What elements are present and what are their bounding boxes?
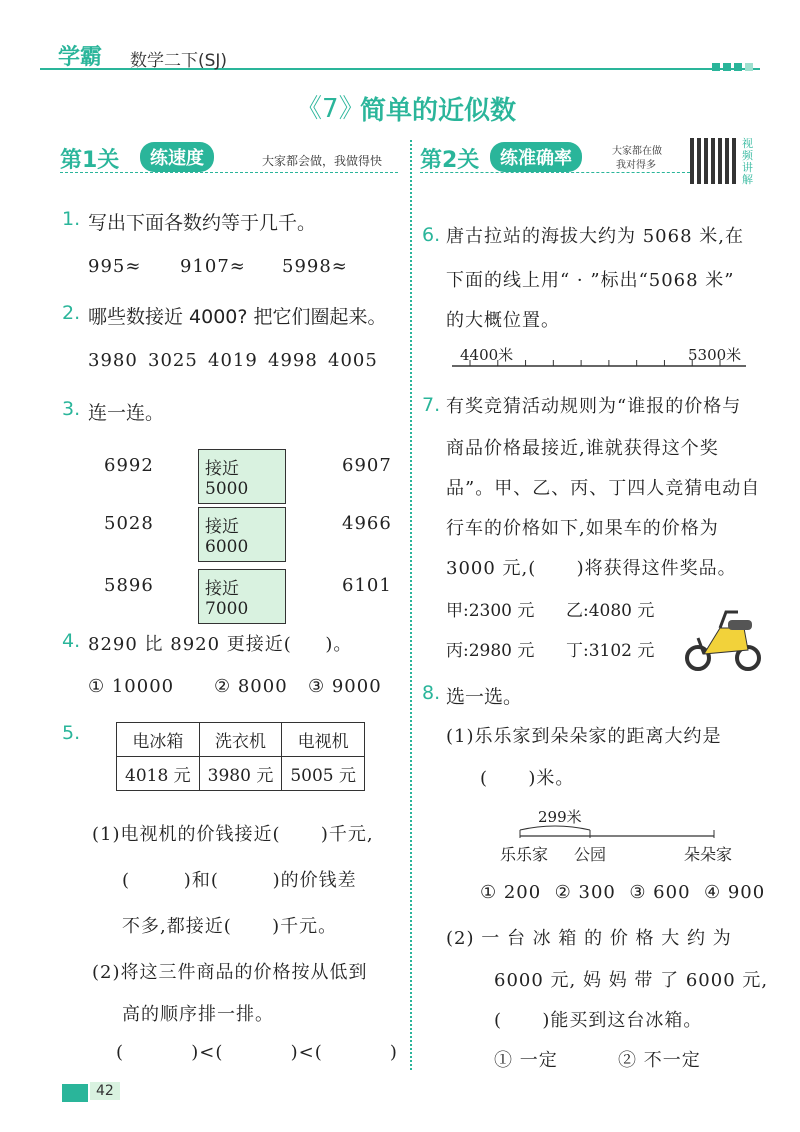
q7-line2: 商品价格最接近,谁就获得这个奖: [446, 438, 719, 459]
q5-part1-line1: (1)电视机的价钱接近( )千元,: [92, 824, 374, 845]
table-row: [117, 723, 365, 757]
q6-line2: 下面的线上用“ · ”标出“5068 米”: [446, 270, 735, 291]
table-header-cell: 电视机: [282, 723, 365, 757]
q6-line3: 的大概位置。: [446, 310, 560, 331]
level-1-note: 大家都会做，我做得快: [262, 154, 383, 168]
level-2-note-2: 我对得多: [616, 160, 656, 171]
level-1-underline: [60, 172, 398, 173]
level-1-badge: 练速度: [140, 142, 214, 172]
q2-item: 3980: [88, 350, 138, 371]
q6-line1: 唐古拉站的海拔大约为 5068 米,在: [446, 226, 744, 247]
q1-item: 5998≈: [282, 256, 348, 277]
table-cell: 3980 元: [199, 757, 282, 791]
table-row: [117, 757, 365, 791]
q7-guess-c: 丙:2980 元: [446, 641, 535, 661]
q7-number: 7.: [422, 394, 441, 416]
q4-number: 4.: [62, 630, 81, 652]
q6-label-right: 5300米: [688, 346, 742, 364]
page-number: 42: [90, 1082, 120, 1100]
q1-text: 写出下面各数约等于几千。: [88, 212, 317, 234]
q3-left-num: 5896: [104, 575, 154, 596]
q4-option: ③ 9000: [308, 676, 382, 697]
q2-item: 3025: [148, 350, 198, 371]
table-cell: 4018 元: [117, 757, 200, 791]
header-squares: [712, 56, 753, 75]
q7-line4: 行车的价格如下,如果车的价格为: [446, 518, 719, 539]
q8-part1-line2: ( )米。: [480, 768, 575, 789]
q5-number: 5.: [62, 722, 81, 744]
q2-item: 4019: [208, 350, 258, 371]
subject-label: 数学二下(SJ): [130, 51, 228, 71]
q6-number: 6.: [422, 224, 441, 246]
q8-text: 选一选。: [446, 686, 523, 708]
video-label: 视频讲解: [742, 137, 753, 186]
q5-part2-line1: (2)将这三件商品的价格按从低到: [92, 962, 368, 983]
q8-part1-options: ① 200 ② 300 ③ 600 ④ 900: [480, 882, 766, 903]
q7-line1: 有奖竞猜活动规则为“谁报的价格与: [446, 396, 742, 417]
q8-part2-option-b: ② 不一定: [618, 1050, 701, 1071]
q8-part2-option-a: ① 一定: [494, 1050, 558, 1071]
q7-guess-a: 甲:2300 元: [446, 601, 535, 621]
q3-right-num: 4966: [342, 513, 392, 534]
q4-option: ① 10000: [88, 676, 175, 697]
q5-part2-line3: ( )<( )<( ): [116, 1042, 398, 1063]
q2-item: 4998: [268, 350, 318, 371]
q5-price-table: [116, 722, 365, 791]
q3-box: 接近5000: [198, 449, 286, 504]
q8-part2-line1: (2) 一 台 冰 箱 的 价 格 大 约 为: [446, 928, 732, 949]
q1-item: 9107≈: [180, 256, 246, 277]
q7-line3: 品”。甲、乙、丙、丁四人竞猜电动自: [446, 478, 761, 499]
q1-item: 995≈: [88, 256, 142, 277]
q8-part2-line3: ( )能买到这台冰箱。: [494, 1010, 703, 1031]
level-2-badge: 练准确率: [490, 142, 582, 172]
q6-number-line: [450, 356, 750, 372]
scooter-icon: [684, 598, 764, 672]
q2-text: 哪些数接近 4000? 把它们圈起来。: [88, 306, 387, 328]
footer-pencil-icon: [62, 1084, 88, 1102]
q1-number: 1.: [62, 208, 81, 230]
table-header-cell: 电冰箱: [117, 723, 200, 757]
q3-text: 连一连。: [88, 402, 165, 424]
q2-item: 4005: [328, 350, 378, 371]
chapter-num: 7: [322, 94, 339, 124]
q8-part2-line2: 6000 元, 妈 妈 带 了 6000 元,: [494, 970, 769, 991]
q3-box: 接近6000: [198, 507, 286, 562]
q6-label-left: 4400米: [460, 346, 514, 364]
level-1-title: 第1关: [60, 148, 120, 173]
q2-number: 2.: [62, 302, 81, 324]
q7-line5: 3000 元,( )将获得这件奖品。: [446, 558, 737, 579]
q8-place-park: 公园: [574, 845, 607, 864]
table-header-cell: 洗衣机: [199, 723, 282, 757]
chapter-number: 《7》: [296, 94, 365, 124]
q8-part1-line1: (1)乐乐家到朵朵家的距离大约是: [446, 726, 722, 747]
q8-place-friend: 朵朵家: [684, 845, 733, 864]
q3-right-num: 6907: [342, 455, 392, 476]
q7-guess-b: 乙:4080 元: [566, 601, 655, 621]
q3-number: 3.: [62, 398, 81, 420]
q3-left-num: 6992: [104, 455, 154, 476]
q4-text: 8290 比 8920 更接近( )。: [88, 634, 353, 655]
q5-part2-line2: 高的顺序排一排。: [122, 1004, 274, 1025]
level-2-title: 第2关: [420, 148, 480, 173]
chapter-title: 简单的近似数: [360, 96, 517, 126]
q8-distance-label: 299米: [538, 808, 582, 826]
q6-ticks: [470, 360, 720, 366]
q7-guess-d: 丁:3102 元: [566, 641, 655, 661]
q8-route-line: [518, 822, 718, 842]
q5-part1-line2: ( )和( )的价钱差: [122, 870, 357, 891]
table-cell: 5005 元: [282, 757, 365, 791]
q3-left-num: 5028: [104, 513, 154, 534]
column-divider: [410, 140, 412, 1070]
q8-number: 8.: [422, 682, 441, 704]
brand-logo: 学霸: [58, 45, 103, 70]
q4-option: ② 8000: [214, 676, 288, 697]
q3-right-num: 6101: [342, 575, 392, 596]
qr-code-icon: [690, 138, 736, 184]
q8-place-home: 乐乐家: [500, 845, 549, 864]
q3-box: 接近7000: [198, 569, 286, 624]
level-2-note-1: 大家都在做: [612, 146, 662, 157]
level-2-underline: [420, 172, 690, 173]
q5-part1-line3: 不多,都接近( )千元。: [122, 916, 338, 937]
